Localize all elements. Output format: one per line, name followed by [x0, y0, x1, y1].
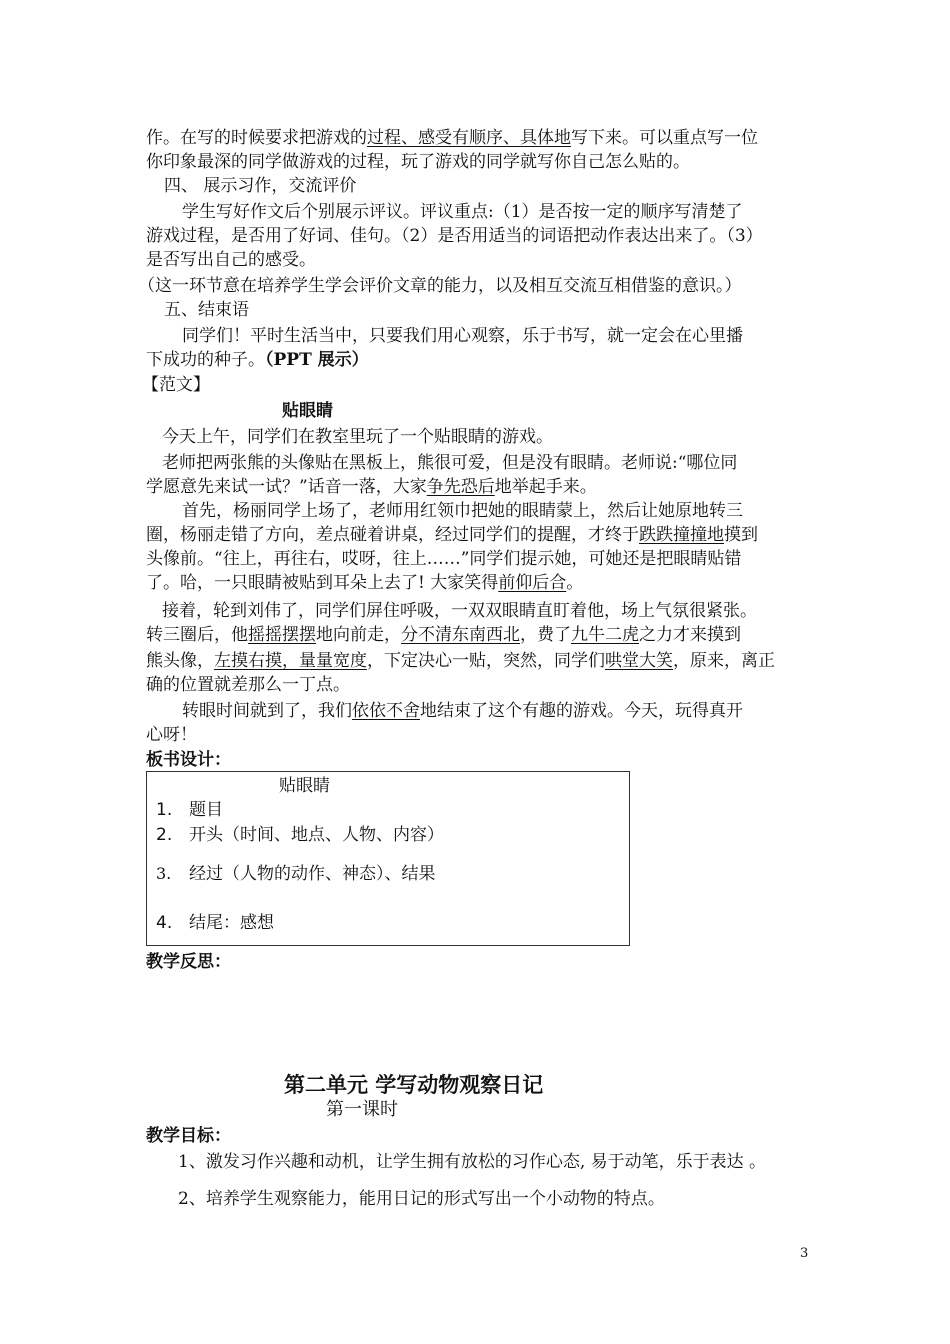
sample-line-6: 头像前。“往上，再往右，哎呀，往上……”同学们提示她，可她还是把眼睛贴错	[146, 549, 742, 569]
text-segment: 摸到	[724, 525, 758, 545]
sample-line-11: 确的位置就差那么一丁点。	[146, 675, 350, 695]
board-design-box	[146, 771, 630, 946]
board-item	[147, 862, 627, 886]
board-item	[147, 823, 627, 847]
text-segment: 转三圈后，他	[146, 625, 248, 645]
board-item-number: 4.	[156, 913, 173, 933]
board-item-text: 结尾：感想	[189, 913, 274, 933]
underlined-phrase: 跌跌撞撞地	[639, 525, 724, 545]
text-segment: 作。在写的时候要求把游戏的	[146, 128, 367, 148]
section-5-heading: 五、结束语	[164, 300, 249, 320]
text-segment: 地向前走，	[316, 625, 401, 645]
sample-line-2: 老师把两张熊的头像贴在黑板上，熊很可爱，但是没有眼睛。老师说:“哪位同	[162, 453, 738, 473]
sample-line-10	[146, 649, 775, 673]
intro-line-1	[146, 126, 758, 150]
underlined-phrase: 左摸右摸，量量宽度	[214, 651, 367, 671]
board-item-text: 经过（人物的动作、神态）、结果	[189, 864, 436, 884]
underlined-phrase: 分不清东南西北	[401, 625, 520, 645]
sample-line-13: 心呀！	[146, 725, 197, 745]
section-4-paragraph-line-2: 游戏过程，是否用了好词、佳句。（2）是否用适当的词语把动作表达出来了。（3）	[146, 226, 763, 246]
teaching-goals-label: 教学目标：	[146, 1126, 231, 1146]
text-segment: 熊头像，	[146, 651, 214, 671]
sample-title: 贴眼睛	[282, 401, 333, 421]
underlined-phrase: 摇摇摆摆	[248, 625, 316, 645]
underlined-phrase: 依依不舍	[352, 701, 420, 721]
sample-line-4: 首先，杨丽同学上场了，老师用红领巾把她的眼睛蒙上，然后让她原地转三	[182, 501, 743, 521]
section-4-note: （这一环节意在培养学生学会评价文章的能力，以及相互交流互相借鉴的意识。）	[138, 276, 742, 296]
unit-2-subtitle: 第一课时	[326, 1099, 398, 1120]
underlined-phrase: 过程、感受有顺序、具体地	[367, 128, 571, 148]
sample-line-9	[146, 623, 741, 647]
text-segment: 转眼时间就到了，我们	[182, 701, 352, 721]
board-title: 贴眼睛	[279, 776, 330, 796]
text-segment: ，原来，离正	[673, 651, 775, 671]
section-5-paragraph-line-1: 同学们！平时生活当中，只要我们用心观察，乐于书写，就一定会在心里播	[182, 326, 743, 346]
text-segment: 地举起手来。	[494, 477, 597, 497]
text-segment: ，下定决心一贴，突然，同学们	[367, 651, 605, 671]
sample-line-1: 今天上午，同学们在教室里玩了一个贴眼睛的游戏。	[162, 427, 553, 447]
section-4-heading: 四、 展示习作，交流评价	[164, 176, 357, 196]
sample-label: 【范文】	[142, 375, 210, 395]
text-segment: 圈，杨丽走错了方向，差点碰着讲桌，经过同学们的提醒，才终于	[146, 525, 639, 545]
board-label: 板书设计：	[146, 750, 231, 770]
ppt-note: （PPT 展示）	[265, 350, 369, 370]
board-item	[147, 911, 627, 935]
text-segment: ，费了	[520, 625, 571, 645]
intro-line-2: 你印象最深的同学做游戏的过程，玩了游戏的同学就写你自己怎么贴的。	[146, 152, 690, 172]
sample-line-8: 接着，轮到刘伟了，同学们屏住呼吸，一双双眼睛直盯着他，场上气氛很紧张。	[162, 601, 757, 621]
text-segment: 。	[566, 573, 584, 593]
underlined-phrase: 前仰后合	[498, 573, 567, 593]
sample-line-3	[146, 475, 597, 499]
board-item	[147, 798, 627, 822]
text-segment: 下成功的种子。	[146, 350, 265, 370]
section-4-paragraph-line-1: 学生写好作文后个别展示评议。评议重点:（1）是否按一定的顺序写清楚了	[182, 202, 743, 222]
board-item-text: 题目	[189, 800, 223, 820]
underlined-phrase: 哄堂大笑	[605, 651, 673, 671]
text-segment: 之力才来摸到	[639, 625, 741, 645]
text-segment: 了。哈，一只眼睛被贴到耳朵上去了! 大家笑得	[146, 573, 499, 593]
underlined-phrase: 争先恐后	[426, 477, 495, 497]
board-item-text: 开头（时间、地点、人物、内容）	[189, 825, 444, 845]
board-item-number: 2.	[156, 825, 173, 845]
reflection-label: 教学反思：	[146, 952, 231, 972]
text-segment: 地结束了这个有趣的游戏。今天，玩得真开	[420, 701, 743, 721]
board-item-number: 1.	[156, 800, 173, 820]
text-segment: 学愿意先来试一试？”话音一落，大家	[146, 477, 427, 497]
sample-line-12	[182, 699, 743, 723]
page-number: 3	[800, 1246, 809, 1261]
sample-line-5	[146, 523, 758, 547]
teaching-goal-2: 2、培养学生观察能力，能用日记的形式写出一个小动物的特点。	[178, 1189, 665, 1209]
section-5-paragraph-line-2	[146, 348, 369, 372]
underlined-phrase: 九牛二虎	[571, 625, 639, 645]
teaching-goal-1: 1、激发习作兴趣和动机，让学生拥有放松的习作心态, 易于动笔，乐于表达 。	[178, 1152, 767, 1172]
board-item-number: 3.	[156, 864, 172, 883]
section-4-paragraph-line-3: 是否写出自己的感受。	[146, 250, 316, 270]
unit-2-title: 第二单元 学写动物观察日记	[284, 1072, 544, 1097]
text-segment: 写下来。可以重点写一位	[571, 128, 758, 148]
sample-line-7	[146, 571, 583, 595]
